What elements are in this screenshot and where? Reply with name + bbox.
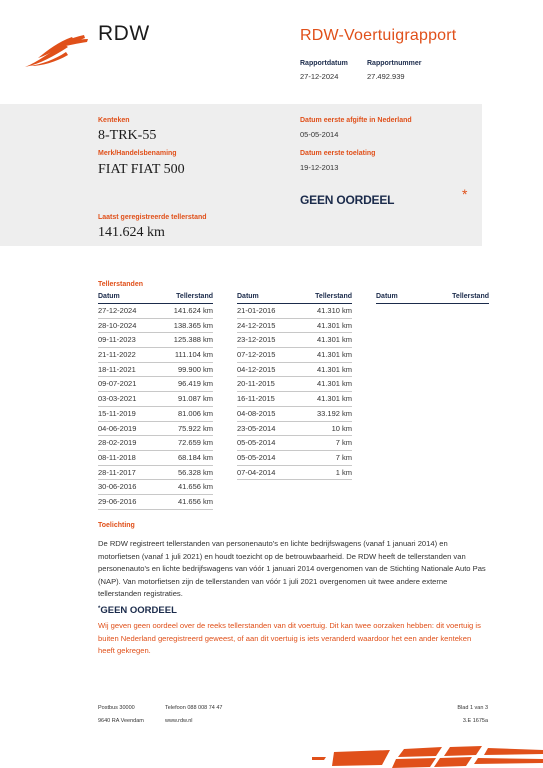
- table-row: [98, 422, 213, 437]
- oordeel-heading: GEEN OORDEEL: [100, 605, 177, 616]
- row-date: 05-05-2014: [237, 438, 276, 448]
- row-km: 41.310 km: [316, 306, 352, 315]
- row-date: 28-11-2017: [98, 467, 136, 477]
- tellerstanden-column-3: [376, 293, 489, 304]
- header-datum: Datum: [237, 293, 259, 300]
- row-km: 41.301 km: [316, 320, 352, 330]
- row-km: 41.656 km: [177, 496, 213, 506]
- table-row: [237, 333, 352, 348]
- header-tellerstand: Tellerstand: [176, 293, 213, 300]
- row-km: 125.388 km: [173, 335, 213, 345]
- tellerstanden-column-2: [237, 293, 352, 480]
- row-date: 24-12-2015: [237, 320, 276, 330]
- table-row: [237, 392, 352, 407]
- table-row: [237, 319, 352, 334]
- table-row: [98, 319, 213, 334]
- row-date: 05-05-2014: [237, 452, 276, 462]
- row-date: 28-10-2024: [98, 320, 137, 330]
- row-km: 141.624 km: [173, 306, 213, 315]
- row-date: 09-11-2023: [98, 335, 136, 345]
- footer-document-code: 3.E 1675a: [462, 718, 488, 724]
- row-km: 7 km: [335, 452, 352, 462]
- tellerstanden-column-1: [98, 293, 213, 510]
- table-row: [98, 466, 213, 481]
- rdw-wing-logo-icon: [24, 34, 90, 68]
- decorative-stripes-icon: [312, 744, 543, 768]
- tellerstanden-title: Tellerstanden: [98, 281, 143, 288]
- footer-website-link[interactable]: www.rdw.nl: [165, 718, 193, 724]
- row-date: 21-11-2022: [98, 350, 136, 360]
- table-row: [98, 348, 213, 363]
- table-row: [98, 392, 213, 407]
- row-km: 1 km: [335, 467, 352, 477]
- row-date: 04-12-2015: [237, 364, 276, 374]
- table-row: [237, 407, 352, 422]
- row-km: 138.365 km: [173, 320, 213, 330]
- row-km: 81.006 km: [177, 408, 213, 418]
- row-date: 03-03-2021: [98, 394, 137, 404]
- row-km: 75.922 km: [177, 423, 213, 433]
- toelichting-title: Toelichting: [98, 522, 135, 529]
- table-row: [237, 377, 352, 392]
- row-km: 41.301 km: [316, 394, 352, 404]
- vehicle-summary-panel: [0, 104, 482, 246]
- row-km: 72.659 km: [177, 438, 213, 448]
- oordeel-status: GEEN OORDEEL: [300, 193, 395, 207]
- table-row: [237, 422, 352, 437]
- row-date: 28-02-2019: [98, 438, 137, 448]
- oordeel-explanation-text: Wij geven geen oordeel over de reeks tellerstanden van dit voertuig. Dit kan twee oorzaken hebben: dit voertuig is buiten Nederland geregistreerd geweest, of aan dit voertuig is iets veranderd waardoor het een ander kenteken heeft gekregen.: [98, 621, 481, 656]
- table-body: [237, 304, 352, 480]
- merk-label: Merk/Handelsbenaming: [98, 150, 177, 157]
- footer-plaats: 9640 RA Veendam: [98, 718, 144, 724]
- row-km: 33.192 km: [316, 408, 352, 418]
- row-date: 09-07-2021: [98, 379, 137, 389]
- table-row: [98, 333, 213, 348]
- row-km: 7 km: [335, 438, 352, 448]
- header-tellerstand: Tellerstand: [452, 293, 489, 300]
- header-datum: Datum: [376, 293, 398, 300]
- rapportnummer-label: Rapportnummer: [367, 60, 422, 67]
- table-row: [98, 407, 213, 422]
- table-header: [98, 293, 213, 304]
- header-datum: Datum: [98, 293, 120, 300]
- row-km: 91.087 km: [177, 394, 213, 404]
- rapportdatum-label: Rapportdatum: [300, 60, 348, 67]
- afgifte-label: Datum eerste afgifte in Nederland: [300, 117, 412, 124]
- row-date: 07-04-2014: [237, 467, 276, 477]
- row-km: 41.301 km: [316, 379, 352, 389]
- row-date: 18-11-2021: [98, 364, 136, 374]
- row-date: 04-06-2019: [98, 423, 137, 433]
- rapportdatum-value: 27-12-2024: [300, 72, 339, 81]
- row-date: 04-08-2015: [237, 408, 276, 418]
- row-km: 99.900 km: [177, 364, 213, 374]
- footer-page-number: Blad 1 van 3: [457, 705, 488, 711]
- merk-value: FIAT FIAT 500: [98, 162, 185, 177]
- row-date: 27-12-2024: [98, 306, 137, 315]
- row-date: 29-06-2016: [98, 496, 137, 506]
- row-km: 111.104 km: [174, 350, 213, 360]
- row-km: 41.301 km: [316, 350, 352, 360]
- table-row: [98, 363, 213, 378]
- table-row: [237, 466, 352, 481]
- table-row: [98, 436, 213, 451]
- table-row: [237, 363, 352, 378]
- table-header: [376, 293, 489, 304]
- row-date: 21-01-2016: [237, 306, 276, 315]
- row-km: 41.301 km: [316, 335, 352, 345]
- table-row: [237, 304, 352, 319]
- footer-postbus: Postbus 30000: [98, 705, 135, 711]
- row-km: 56.328 km: [177, 467, 213, 477]
- kenteken-label: Kenteken: [98, 117, 130, 124]
- row-km: 41.656 km: [177, 482, 213, 492]
- table-row: [98, 451, 213, 466]
- row-km: 10 km: [331, 423, 352, 433]
- tellerstand-value: 141.624 km: [98, 225, 165, 240]
- report-title: RDW-Voertuigrapport: [300, 27, 457, 44]
- table-row: [98, 495, 213, 510]
- footer-telefoon: Telefoon 088 008 74 47: [165, 705, 223, 711]
- tellerstand-label: Laatst geregistreerde tellerstand: [98, 214, 207, 221]
- row-km: 41.301 km: [316, 364, 352, 374]
- header-tellerstand: Tellerstand: [315, 293, 352, 300]
- oordeel-star: *: [98, 606, 101, 612]
- toelating-label: Datum eerste toelating: [300, 150, 376, 157]
- brand-name: RDW: [98, 22, 150, 45]
- table-row: [237, 348, 352, 363]
- row-date: 15-11-2019: [98, 408, 136, 418]
- table-header: [237, 293, 352, 304]
- row-km: 68.184 km: [177, 452, 213, 462]
- row-km: 96.419 km: [177, 379, 213, 389]
- row-date: 23-12-2015: [237, 335, 276, 345]
- row-date: 07-12-2015: [237, 350, 276, 360]
- kenteken-value: 8-TRK-55: [98, 128, 157, 143]
- rapportnummer-value: 27.492.939: [367, 72, 405, 81]
- row-date: 20-11-2015: [237, 379, 275, 389]
- table-body: [98, 304, 213, 510]
- oordeel-explanation-title: [98, 605, 177, 616]
- row-date: 23-05-2014: [237, 423, 276, 433]
- row-date: 30-06-2016: [98, 482, 137, 492]
- table-row: [237, 436, 352, 451]
- table-row: [237, 451, 352, 466]
- table-row: [98, 304, 213, 319]
- afgifte-value: 05-05-2014: [300, 130, 339, 139]
- row-date: 16-11-2015: [237, 394, 275, 404]
- row-date: 08-11-2018: [98, 452, 136, 462]
- oordeel-star-marker: *: [462, 186, 468, 202]
- toelichting-text: De RDW registreert tellerstanden van personenauto's en lichte bedrijfswagens (vanaf 1 januari 2014) en motorfietsen (vanaf 1 juli 2021) en houdt toezicht op de betrouwbaarheid. De RDW heeft de tellerstanden van personenauto's en lichte bedrijfswagens van vóór 1 januari 2014 overgenomen van de Stichting Nationale Auto Pas (NAP). Van motorfietsen zijn de tellerstanden van vóór 1 juli 2021 overgenomen uit twee andere externe tellerstanden registraties.: [98, 539, 486, 599]
- table-row: [98, 377, 213, 392]
- toelating-value: 19-12-2013: [300, 163, 339, 172]
- table-row: [98, 480, 213, 495]
